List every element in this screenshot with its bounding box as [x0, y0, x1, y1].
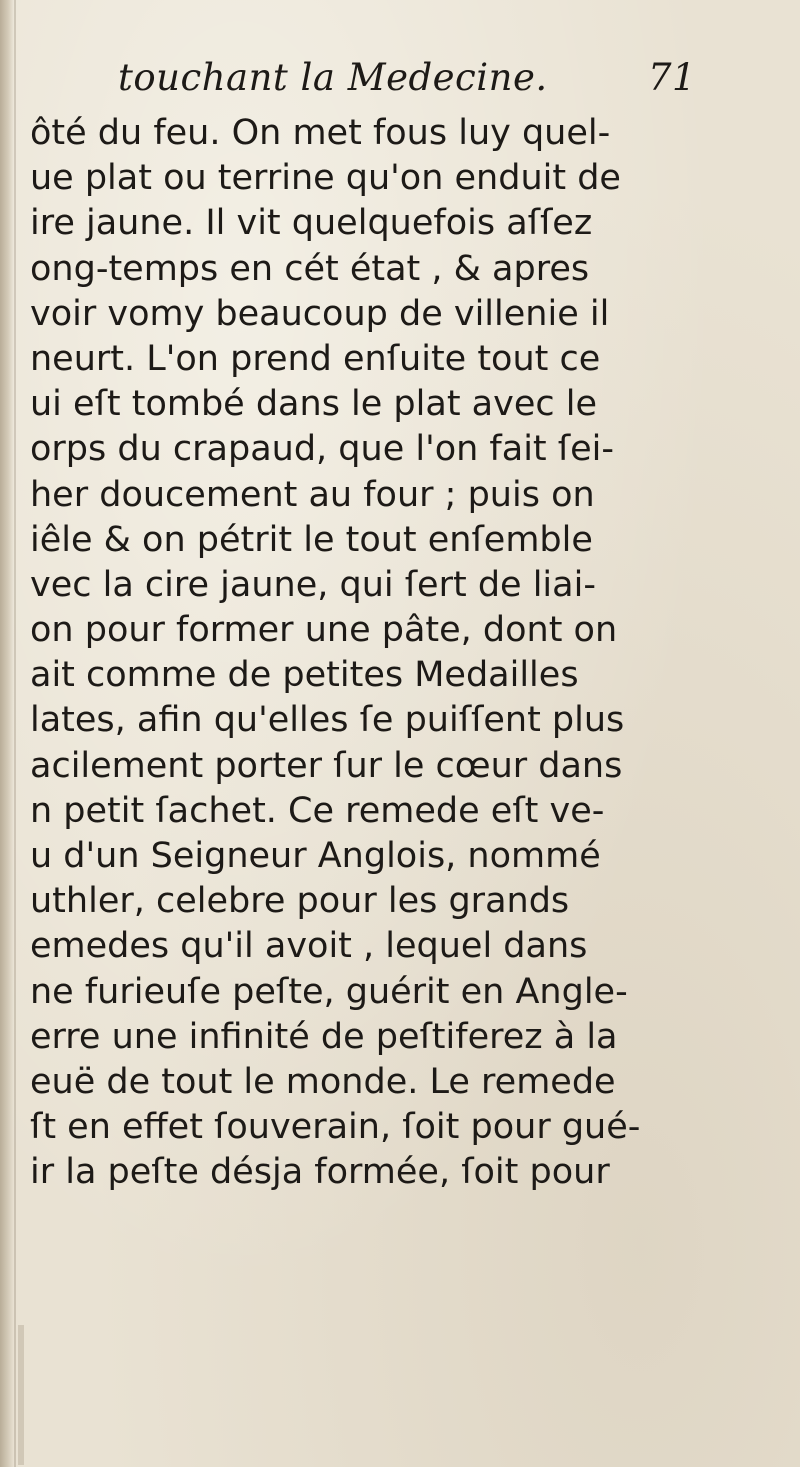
text-line: ſt en effet ſouverain, ſoit pour gué-: [30, 1107, 641, 1148]
text-line: ir la peſte désja formée, ſoit pour: [30, 1152, 610, 1193]
text-line: u d'un Seigneur Anglois, nommé: [30, 836, 601, 876]
running-title: touchant la Medecine.: [118, 56, 548, 99]
text-line: ôté du feu. On met fous luy quel-: [30, 113, 611, 153]
text-line: orps du crapaud, que l'on fait ſei-: [30, 429, 614, 470]
text-line: ue plat ou terrine qu'on enduit de: [30, 158, 621, 199]
text-line: emedes qu'il avoit , lequel dans: [30, 926, 588, 967]
binding-edge-mark: [18, 1325, 24, 1465]
page-number: 71: [648, 56, 697, 99]
page-body-text: [30, 111, 800, 1196]
text-line: ire jaune. Il vit quelquefois aſſez: [30, 203, 593, 244]
text-line: iêle & on pétrit le tout enſemble: [30, 519, 593, 560]
text-line: her doucement au four ; puis on: [30, 474, 595, 515]
text-line: ui eſt tombé dans le plat avec le: [30, 384, 597, 425]
text-line: lates, afin qu'elles ſe puiſſent plus: [30, 700, 625, 741]
text-line: erre une infinité de peſtiferez à la: [30, 1016, 618, 1057]
text-line: voir vomy beaucoup de villenie il: [30, 293, 610, 334]
text-line: acilement porter ſur le cœur dans: [30, 745, 623, 786]
text-line: euë de tout le monde. Le remede: [30, 1061, 616, 1102]
page-binding-shadow: [0, 0, 14, 1467]
page-gutter-edge: [14, 0, 16, 1467]
text-line: on pour former une pâte, dont on: [30, 610, 618, 651]
page-header: [118, 56, 760, 108]
text-line: ong-temps en cét état , & apres: [30, 248, 590, 289]
text-line: n petit ſachet. Ce remede eſt ve-: [30, 790, 605, 831]
text-line: ne furieuſe peſte, guérit en Angle-: [30, 971, 628, 1012]
text-line: ait comme de petites Medailles: [30, 655, 579, 696]
text-line: vec la cire jaune, qui ſert de liai-: [30, 564, 596, 605]
text-line: neurt. L'on prend enſuite tout ce: [30, 338, 601, 379]
text-line: uthler, celebre pour les grands: [30, 881, 570, 922]
